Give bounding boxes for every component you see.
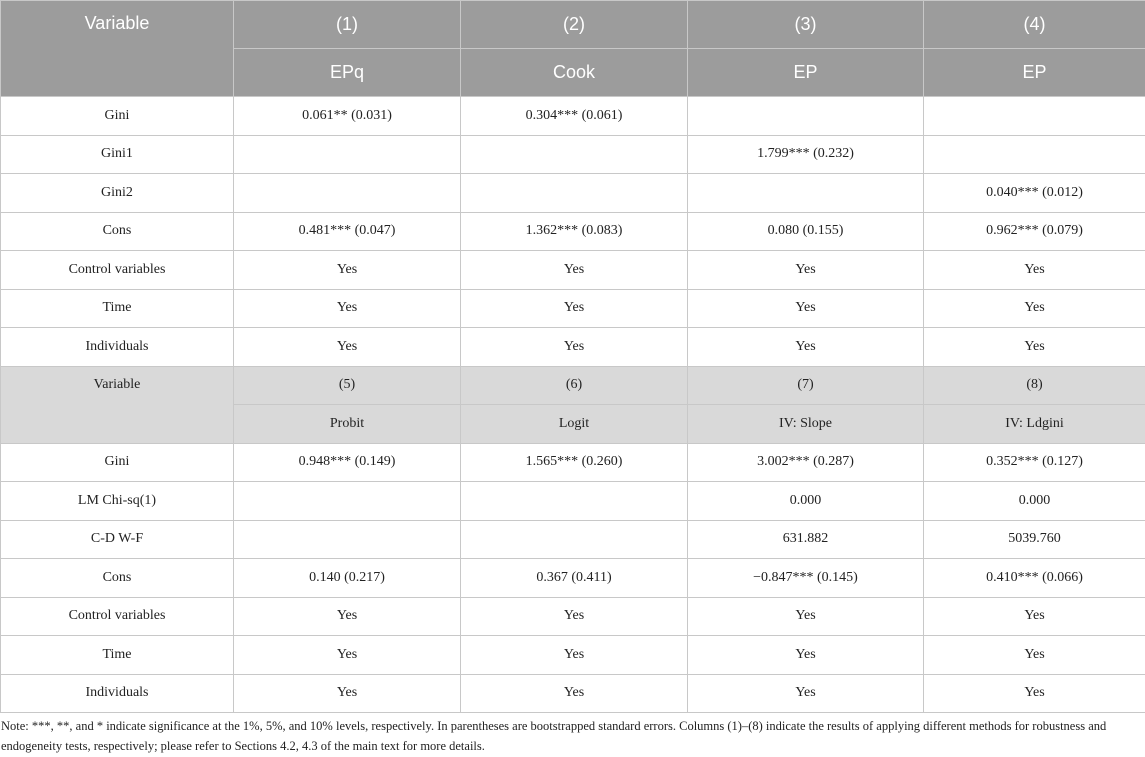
- table-row: [1, 328, 1145, 367]
- row-label: LM Chi-sq(1): [1, 482, 234, 521]
- table-cell: Yes: [924, 289, 1145, 328]
- table-cell: 0.080 (0.155): [688, 212, 924, 251]
- table-cell: 1.362*** (0.083): [461, 212, 688, 251]
- table-cell: Yes: [688, 597, 924, 636]
- table-cell: Yes: [234, 289, 461, 328]
- table-cell: Yes: [688, 289, 924, 328]
- table-cell: Yes: [461, 674, 688, 713]
- row-label: Cons: [1, 559, 234, 598]
- table-cell: 631.882: [688, 520, 924, 559]
- table-row: [1, 251, 1145, 290]
- table-row: [1, 135, 1145, 174]
- table-cell: −0.847*** (0.145): [688, 559, 924, 598]
- header-col-number: (1): [234, 1, 461, 49]
- subheader-col-number: (8): [924, 366, 1145, 405]
- row-label: Individuals: [1, 674, 234, 713]
- table-cell: Yes: [461, 251, 688, 290]
- header-col-number: (2): [461, 1, 688, 49]
- table-cell: Yes: [688, 674, 924, 713]
- row-label: Gini2: [1, 174, 234, 213]
- table-row: [1, 520, 1145, 559]
- table-cell: 0.410*** (0.066): [924, 559, 1145, 598]
- table-cell: Yes: [461, 597, 688, 636]
- table-cell: [924, 135, 1145, 174]
- table-cell: Yes: [234, 251, 461, 290]
- header-col-name: EP: [924, 49, 1145, 97]
- header-col-number: (4): [924, 1, 1145, 49]
- row-label: Time: [1, 289, 234, 328]
- table-cell: [924, 97, 1145, 136]
- table-row: [1, 636, 1145, 675]
- subheader-col-number: (7): [688, 366, 924, 405]
- table-cell: Yes: [688, 328, 924, 367]
- table-cell: Yes: [688, 636, 924, 675]
- table-cell: 1.799*** (0.232): [688, 135, 924, 174]
- row-label: C-D W-F: [1, 520, 234, 559]
- table-cell: 1.565*** (0.260): [461, 443, 688, 482]
- table-cell: Yes: [461, 289, 688, 328]
- table-cell: Yes: [924, 674, 1145, 713]
- table-cell: 5039.760: [924, 520, 1145, 559]
- header-variable: Variable: [1, 1, 234, 97]
- table-cell: [234, 135, 461, 174]
- table-row: [1, 212, 1145, 251]
- subheader-col-number: (5): [234, 366, 461, 405]
- table-cell: 0.061** (0.031): [234, 97, 461, 136]
- table-cell: 0.304*** (0.061): [461, 97, 688, 136]
- table-cell: [461, 135, 688, 174]
- table-cell: [234, 482, 461, 521]
- header-col-name: Cook: [461, 49, 688, 97]
- subheader-variable: Variable: [1, 366, 234, 443]
- row-label: Time: [1, 636, 234, 675]
- row-label: Gini: [1, 443, 234, 482]
- table-cell: 0.140 (0.217): [234, 559, 461, 598]
- table-row: [1, 97, 1145, 136]
- table-cell: 0.000: [688, 482, 924, 521]
- table-cell: Yes: [924, 328, 1145, 367]
- subheader-col-name: IV: Ldgini: [924, 405, 1145, 444]
- table-row: [1, 174, 1145, 213]
- table-cell: [461, 482, 688, 521]
- table-cell: Yes: [688, 251, 924, 290]
- header-col-name: EP: [688, 49, 924, 97]
- table-cell: Yes: [924, 251, 1145, 290]
- table-cell: Yes: [234, 636, 461, 675]
- table-cell: 0.040*** (0.012): [924, 174, 1145, 213]
- table-cell: 0.352*** (0.127): [924, 443, 1145, 482]
- table-cell: 0.962*** (0.079): [924, 212, 1145, 251]
- table-row: [1, 443, 1145, 482]
- table-cell: [461, 174, 688, 213]
- table-cell: Yes: [924, 636, 1145, 675]
- subheader-col-name: Logit: [461, 405, 688, 444]
- table-row: [1, 597, 1145, 636]
- row-label: Gini1: [1, 135, 234, 174]
- table-cell: Yes: [234, 597, 461, 636]
- table-cell: [688, 97, 924, 136]
- row-label: Cons: [1, 212, 234, 251]
- table-cell: Yes: [461, 636, 688, 675]
- subheader-col-name: Probit: [234, 405, 461, 444]
- table-row: [1, 674, 1145, 713]
- header-row-numbers: [1, 1, 1145, 49]
- table-cell: Yes: [924, 597, 1145, 636]
- header-col-number: (3): [688, 1, 924, 49]
- table-cell: 0.000: [924, 482, 1145, 521]
- table-cell: Yes: [234, 328, 461, 367]
- header-col-name: EPq: [234, 49, 461, 97]
- subheader-col-number: (6): [461, 366, 688, 405]
- row-label: Control variables: [1, 251, 234, 290]
- row-label: Individuals: [1, 328, 234, 367]
- table-cell: 0.367 (0.411): [461, 559, 688, 598]
- table-cell: Yes: [461, 328, 688, 367]
- table-cell: 3.002*** (0.287): [688, 443, 924, 482]
- table-cell: [461, 520, 688, 559]
- table-row: [1, 482, 1145, 521]
- table-cell: Yes: [234, 674, 461, 713]
- row-label: Control variables: [1, 597, 234, 636]
- table-cell: [234, 520, 461, 559]
- table-cell: [688, 174, 924, 213]
- table-note: Note: ***, **, and * indicate significance at the 1%, 5%, and 10% levels, respectively. In parentheses are bootstrapped standard errors. Columns (1)–(8) indicate the results of applying different methods for robustness and endogeneity tests, respectively; please refer to Sections 4.2, 4.3 of the main text for more details.: [1, 719, 1107, 753]
- table-cell: [234, 174, 461, 213]
- table-cell: 0.948*** (0.149): [234, 443, 461, 482]
- row-label: Gini: [1, 97, 234, 136]
- table-row: [1, 559, 1145, 598]
- table-cell: 0.481*** (0.047): [234, 212, 461, 251]
- subheader-col-name: IV: Slope: [688, 405, 924, 444]
- table-row: [1, 289, 1145, 328]
- subheader-row-numbers: [1, 366, 1145, 405]
